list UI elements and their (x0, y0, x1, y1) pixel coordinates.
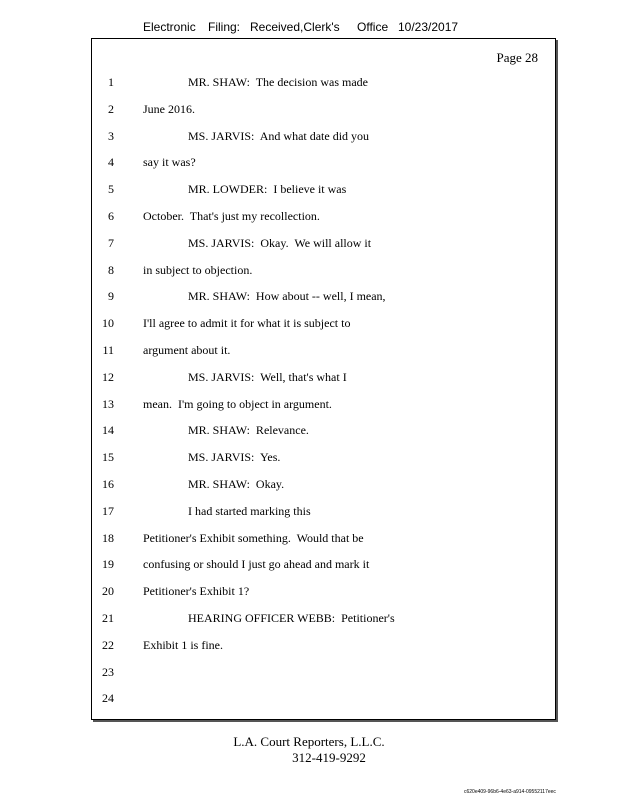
transcript-line (0, 289, 618, 305)
transcript-line (0, 423, 618, 439)
line-number: 19 (102, 557, 114, 572)
line-number: 14 (102, 423, 114, 438)
line-number: 1 (108, 75, 114, 89)
header-electronic: Electronic (143, 20, 196, 34)
line-number: 21 (102, 611, 114, 625)
transcript-line (0, 75, 618, 91)
header-office: Office (357, 20, 389, 34)
transcript-line (0, 370, 618, 386)
line-text: MS. JARVIS: Yes. (188, 450, 281, 465)
line-text: mean. I'm going to object in argument. (143, 396, 332, 411)
line-number: 24 (102, 691, 114, 706)
transcript-line (0, 182, 618, 198)
transcript-line (0, 584, 618, 600)
line-number: 15 (102, 450, 114, 465)
transcript-line (0, 638, 618, 654)
header-filing: Filing: (208, 20, 241, 34)
transcript-line (0, 557, 618, 573)
line-number: 7 (108, 235, 114, 250)
transcript-line (0, 477, 618, 493)
transcript-line (0, 531, 618, 547)
line-text: MS. JARVIS: Okay. We will allow it (188, 235, 372, 250)
transcript-line (0, 316, 618, 332)
line-number: 22 (102, 637, 114, 652)
line-text: Exhibit 1 is fine. (143, 637, 223, 652)
line-number: 6 (108, 209, 114, 223)
header-received: Received,Clerk's (250, 20, 340, 34)
line-number: 5 (108, 182, 114, 197)
transcript-line (0, 611, 618, 627)
document-id: c620e409-96b6-4e63-a914-09552117eec (464, 789, 556, 795)
line-number: 17 (102, 503, 114, 518)
line-text: Petitioner's Exhibit 1? (143, 584, 250, 599)
line-number: 3 (108, 128, 114, 143)
line-number: 11 (102, 343, 114, 357)
line-text: October. That's just my recollection. (143, 209, 320, 223)
transcript-line (0, 236, 618, 252)
line-number: 12 (102, 369, 114, 384)
line-text: MR. SHAW: The decision was made (188, 75, 369, 89)
line-text: MR. SHAW: Okay. (188, 477, 285, 491)
transcript-line (0, 102, 618, 118)
line-text: Petitioner's Exhibit something. Would that be (143, 530, 364, 545)
transcript-line (0, 665, 618, 681)
line-text: argument about it. (143, 343, 231, 357)
header-date: 10/23/2017 (398, 20, 459, 34)
line-text: HEARING OFFICER WEBB: Petitioner's (188, 611, 395, 625)
reporter-phone: 312-419-9292 (292, 750, 366, 765)
line-number: 13 (102, 396, 114, 411)
transcript-line (0, 397, 618, 413)
page-number: Page 28 (496, 50, 538, 65)
line-text: confusing or should I just go ahead and mark it (143, 557, 370, 572)
transcript-line (0, 504, 618, 520)
transcript-line (0, 209, 618, 225)
transcript-line (0, 263, 618, 279)
line-number: 10 (102, 316, 114, 331)
line-number: 9 (108, 289, 114, 304)
line-text: I'll agree to admit it for what it is subject to (143, 316, 351, 331)
transcript-line (0, 343, 618, 359)
transcript-line (0, 450, 618, 466)
reporter-footer (0, 734, 618, 766)
line-text: say it was? (143, 155, 196, 170)
filing-stamp-header (0, 20, 618, 36)
line-text: in subject to objection. (143, 262, 253, 277)
line-number: 8 (108, 262, 114, 277)
line-text: June 2016. (143, 101, 195, 116)
line-text: MS. JARVIS: Well, that's what I (188, 369, 347, 384)
line-text: MS. JARVIS: And what date did you (188, 128, 370, 143)
line-text: MR. LOWDER: I believe it was (188, 182, 347, 197)
line-text: MR. SHAW: How about -- well, I mean, (188, 289, 386, 304)
transcript-line (0, 691, 618, 707)
line-number: 23 (102, 664, 114, 679)
line-text: MR. SHAW: Relevance. (188, 423, 309, 438)
line-number: 2 (108, 101, 114, 116)
line-number: 16 (102, 477, 114, 491)
line-number: 20 (102, 584, 114, 599)
line-number: 18 (102, 530, 114, 545)
transcript-line (0, 129, 618, 145)
line-number: 4 (108, 155, 114, 170)
reporter-company: L.A. Court Reporters, L.L.C. (233, 734, 385, 749)
line-text: I had started marking this (188, 503, 311, 518)
transcript-line (0, 155, 618, 171)
